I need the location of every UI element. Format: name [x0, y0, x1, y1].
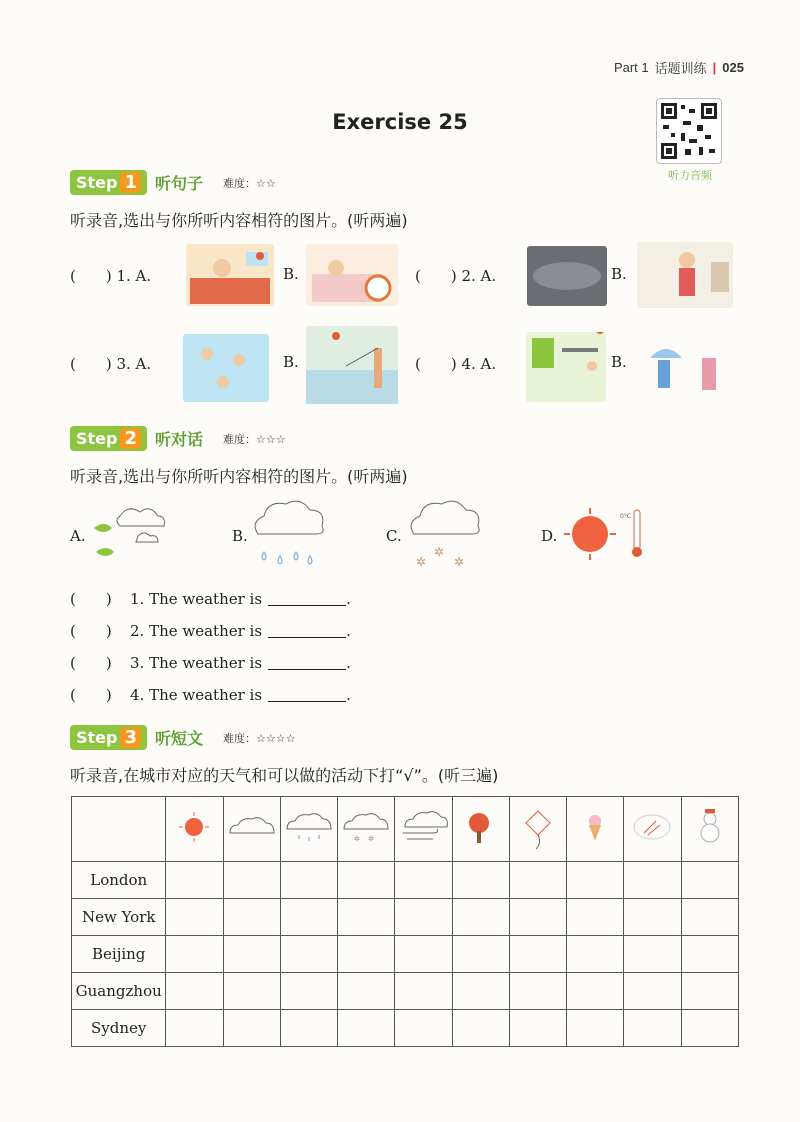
step1-instruction: 听录音,选出与你所听内容相符的图片。(听两遍): [70, 211, 408, 230]
check-cell[interactable]: [452, 973, 509, 1010]
answer-paren[interactable]: ( ): [70, 622, 112, 640]
check-cell[interactable]: [624, 973, 681, 1010]
picture-children-swimming[interactable]: [183, 334, 269, 402]
section-label: 话题训练: [654, 61, 707, 76]
question-text: 2. The weather is: [130, 621, 263, 640]
option-a-label: A.: [70, 527, 86, 545]
answer-paren[interactable]: ( ): [70, 590, 112, 608]
item2-option-b: B.: [611, 265, 627, 283]
check-cell[interactable]: [681, 936, 738, 973]
step1-item-4: [415, 353, 496, 374]
snowy-icon: [338, 797, 395, 862]
step1-badge: [70, 170, 147, 195]
page-header: [614, 58, 744, 77]
question-text: 1. The weather is: [130, 589, 263, 608]
check-cell[interactable]: [567, 973, 624, 1010]
check-cell[interactable]: [624, 936, 681, 973]
check-cell[interactable]: [395, 862, 452, 899]
check-cell[interactable]: [166, 862, 223, 899]
check-cell[interactable]: [509, 936, 566, 973]
check-cell[interactable]: [452, 936, 509, 973]
check-cell[interactable]: [280, 1010, 337, 1047]
svg-text:✲: ✲: [454, 555, 465, 569]
table-header-row: [72, 797, 739, 862]
check-cell[interactable]: [223, 936, 280, 973]
check-cell[interactable]: [338, 899, 395, 936]
step2-difficulty: 难度：☆☆☆: [223, 432, 286, 446]
picture-children-playing-swing[interactable]: [526, 332, 606, 402]
check-cell[interactable]: [166, 936, 223, 973]
item-label: ( ) 4. A.: [415, 355, 497, 373]
item-label: ( ) 3. A.: [70, 355, 152, 373]
check-cell[interactable]: [338, 973, 395, 1010]
option-d-label: D.: [541, 527, 558, 545]
step-label: Step: [76, 173, 118, 192]
item-label: ( ) 1. A.: [70, 267, 152, 285]
answer-paren[interactable]: ( ): [70, 686, 112, 704]
picture-children-rain-umbrella[interactable]: [640, 338, 732, 402]
item3-option-b: B.: [283, 353, 299, 371]
answer-blank[interactable]: [268, 656, 346, 670]
step2-question-1: ( ) 1. The weather is .: [70, 589, 351, 608]
fireworks-icon: [624, 797, 681, 862]
table-corner: [72, 797, 166, 862]
check-cell[interactable]: [509, 973, 566, 1010]
step3-title: 听短文: [155, 729, 204, 748]
table-row: [72, 899, 739, 936]
ice-cream-icon: [567, 797, 624, 862]
check-cell[interactable]: [681, 899, 738, 936]
check-cell[interactable]: [338, 862, 395, 899]
city-name: New York: [72, 899, 166, 936]
picture-boy-waking-up[interactable]: [186, 244, 274, 306]
table-row: [72, 1010, 739, 1047]
city-name: Beijing: [72, 936, 166, 973]
check-cell[interactable]: [338, 936, 395, 973]
check-cell[interactable]: [338, 1010, 395, 1047]
step2-question-3: ( ) 3. The weather is .: [70, 653, 351, 672]
answer-blank[interactable]: [268, 624, 346, 638]
check-cell[interactable]: [166, 899, 223, 936]
check-cell[interactable]: [280, 899, 337, 936]
step2-question-2: ( ) 2. The weather is .: [70, 621, 351, 640]
check-cell[interactable]: [681, 973, 738, 1010]
step1-item-1: [70, 265, 151, 286]
step2-heading: [70, 426, 286, 451]
question-text: 3. The weather is: [130, 653, 263, 672]
check-cell[interactable]: [681, 862, 738, 899]
thermometer-label: 0°C: [620, 513, 632, 520]
step2-title: 听对话: [155, 430, 204, 449]
sunny-icon[interactable]: [564, 506, 654, 562]
city-name: Sydney: [72, 1010, 166, 1047]
qr-label: 听力音频: [668, 169, 712, 182]
check-cell[interactable]: [452, 1010, 509, 1047]
exercise-title: Exercise 25: [332, 110, 468, 134]
check-cell[interactable]: [395, 1010, 452, 1047]
step-label: Step: [76, 728, 118, 747]
check-cell[interactable]: [624, 862, 681, 899]
picture-girl-fishing[interactable]: [306, 326, 398, 404]
step3-badge: [70, 725, 147, 750]
item4-option-b: B.: [611, 353, 627, 371]
check-cell[interactable]: [624, 1010, 681, 1047]
step2-badge: [70, 426, 147, 451]
answer-blank[interactable]: [268, 592, 346, 606]
check-cell[interactable]: [509, 899, 566, 936]
check-cell[interactable]: [567, 899, 624, 936]
check-cell[interactable]: [223, 862, 280, 899]
sunny-icon: [166, 797, 223, 862]
rainy-icon[interactable]: [248, 496, 330, 572]
check-cell[interactable]: [223, 1010, 280, 1047]
check-cell[interactable]: [452, 899, 509, 936]
city-name: London: [72, 862, 166, 899]
page-number: 025: [722, 60, 744, 75]
snowman-icon: [681, 797, 738, 862]
check-cell[interactable]: [567, 1010, 624, 1047]
step1-item-2: [415, 265, 496, 286]
step-number: 2: [120, 428, 141, 449]
check-cell[interactable]: [395, 936, 452, 973]
check-cell[interactable]: [223, 899, 280, 936]
step1-heading: [70, 170, 276, 195]
step1-title: 听句子: [155, 174, 204, 193]
check-cell[interactable]: [166, 973, 223, 1010]
option-b-label: B.: [232, 527, 248, 545]
svg-text:✲: ✲: [368, 835, 375, 843]
table-row: [72, 862, 739, 899]
check-cell[interactable]: [280, 936, 337, 973]
picture-cloudy-sky[interactable]: [527, 246, 607, 306]
qr-code[interactable]: [656, 98, 722, 164]
table-row: [72, 936, 739, 973]
check-cell[interactable]: [567, 936, 624, 973]
picture-girl-in-cold[interactable]: [637, 242, 733, 308]
check-cell[interactable]: [166, 1010, 223, 1047]
step3-heading: [70, 725, 295, 750]
snowy-icon[interactable]: [404, 496, 486, 572]
option-c-label: C.: [386, 527, 402, 545]
item1-option-b: B.: [283, 265, 299, 283]
step1-item-3: [70, 353, 151, 374]
svg-text:✲: ✲: [354, 835, 361, 843]
answer-blank[interactable]: [268, 688, 346, 702]
city-name: Guangzhou: [72, 973, 166, 1010]
check-cell[interactable]: [624, 899, 681, 936]
step-number: 3: [120, 727, 141, 748]
item-label: ( ) 2. A.: [415, 267, 497, 285]
rainy-icon: [280, 797, 337, 862]
question-text: 4. The weather is: [130, 685, 263, 704]
check-cell[interactable]: [681, 1010, 738, 1047]
kite-icon: [509, 797, 566, 862]
cloudy-icon: [223, 797, 280, 862]
picture-boy-sleeping-clock[interactable]: [306, 244, 398, 306]
step3-difficulty: 难度：☆☆☆☆: [223, 731, 296, 745]
step2-question-4: ( ) 4. The weather is .: [70, 685, 351, 704]
answer-paren[interactable]: ( ): [70, 654, 112, 672]
table-row: [72, 973, 739, 1010]
step1-difficulty: 难度：☆☆: [223, 176, 276, 190]
check-cell[interactable]: [395, 899, 452, 936]
part-label: Part 1: [613, 60, 649, 75]
ping-pong-icon: [452, 797, 509, 862]
check-cell[interactable]: [280, 862, 337, 899]
check-cell[interactable]: [509, 1010, 566, 1047]
step-label: Step: [76, 429, 118, 448]
check-cell[interactable]: [452, 862, 509, 899]
check-cell[interactable]: [395, 973, 452, 1010]
check-cell[interactable]: [223, 973, 280, 1010]
check-cell[interactable]: [567, 862, 624, 899]
windy-icon[interactable]: [90, 500, 172, 564]
city-weather-table: [71, 796, 739, 1047]
check-cell[interactable]: [280, 973, 337, 1010]
check-cell[interactable]: [509, 862, 566, 899]
divider: |: [712, 60, 717, 75]
step-number: 1: [120, 172, 141, 193]
svg-text:✲: ✲: [434, 545, 445, 559]
svg-text:✲: ✲: [416, 555, 427, 569]
windy-icon: [395, 797, 452, 862]
step3-instruction: 听录音,在城市对应的天气和可以做的活动下打“√”。(听三遍): [70, 766, 499, 785]
step2-instruction: 听录音,选出与你所听内容相符的图片。(听两遍): [70, 467, 408, 486]
